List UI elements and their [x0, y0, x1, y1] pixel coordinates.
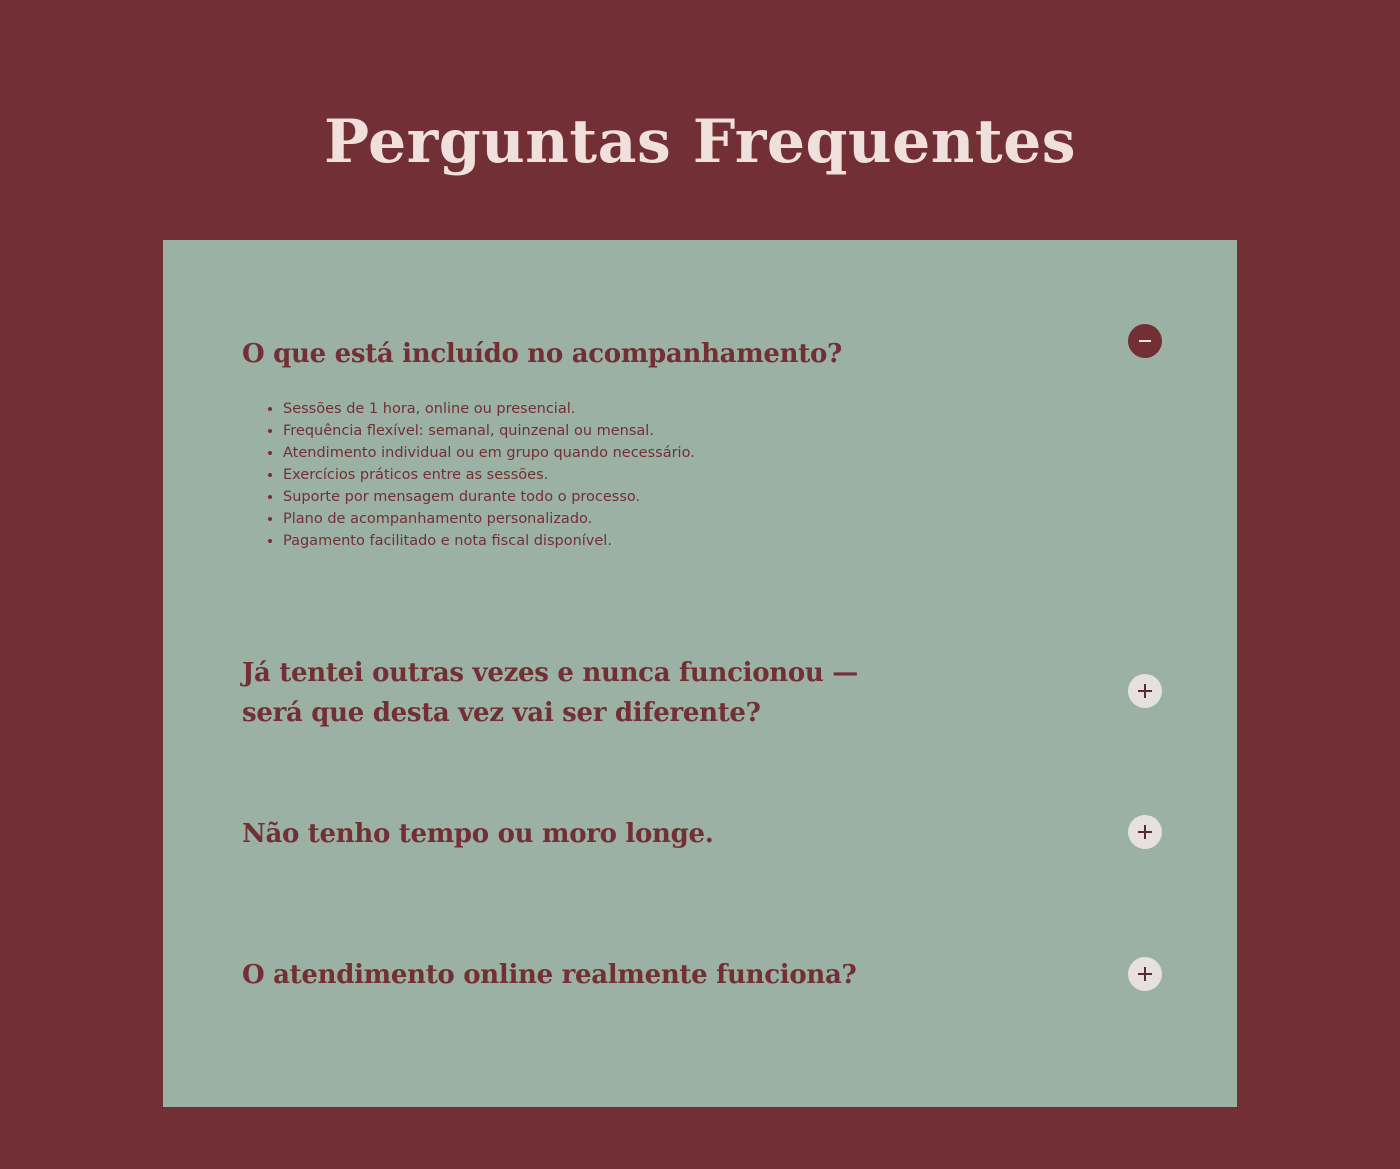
faq-answer-list — [242, 398, 1162, 552]
faq-item[interactable] — [242, 814, 1162, 854]
faq-question[interactable]: Não tenho tempo ou moro longe. — [242, 819, 714, 849]
list-item: • Exercícios práticos entre as sessões. — [283, 464, 1162, 486]
faq-question[interactable]: O atendimento online realmente funciona? — [242, 960, 857, 990]
list-item: • Sessões de 1 hora, online ou presencial. — [283, 398, 1162, 420]
faq-item[interactable] — [242, 653, 1162, 733]
faq-question[interactable]: Já tentei outras vezes e nunca funcionou — será que desta vez vai ser diferente? — [242, 658, 858, 728]
expand-button[interactable] — [1128, 815, 1162, 849]
list-item: • Plano de acompanhamento personalizado. — [283, 508, 1162, 530]
minus-icon — [1139, 340, 1151, 342]
faq-item[interactable] — [242, 334, 1162, 552]
page-title: Perguntas Frequentes — [323, 107, 1077, 177]
faq-panel — [163, 240, 1237, 1107]
collapse-button[interactable] — [1128, 324, 1162, 358]
faq-item[interactable] — [242, 955, 1162, 995]
faq-question[interactable]: O que está incluído no acompanhamento? — [242, 339, 842, 369]
expand-button[interactable] — [1128, 674, 1162, 708]
list-item: • Suporte por mensagem durante todo o processo. — [283, 486, 1162, 508]
expand-button[interactable] — [1128, 957, 1162, 991]
list-item: • Pagamento facilitado e nota fiscal disponível. — [283, 530, 1162, 552]
list-item: • Atendimento individual ou em grupo quando necessário. — [283, 442, 1162, 464]
list-item: • Frequência flexível: semanal, quinzenal ou mensal. — [283, 420, 1162, 442]
